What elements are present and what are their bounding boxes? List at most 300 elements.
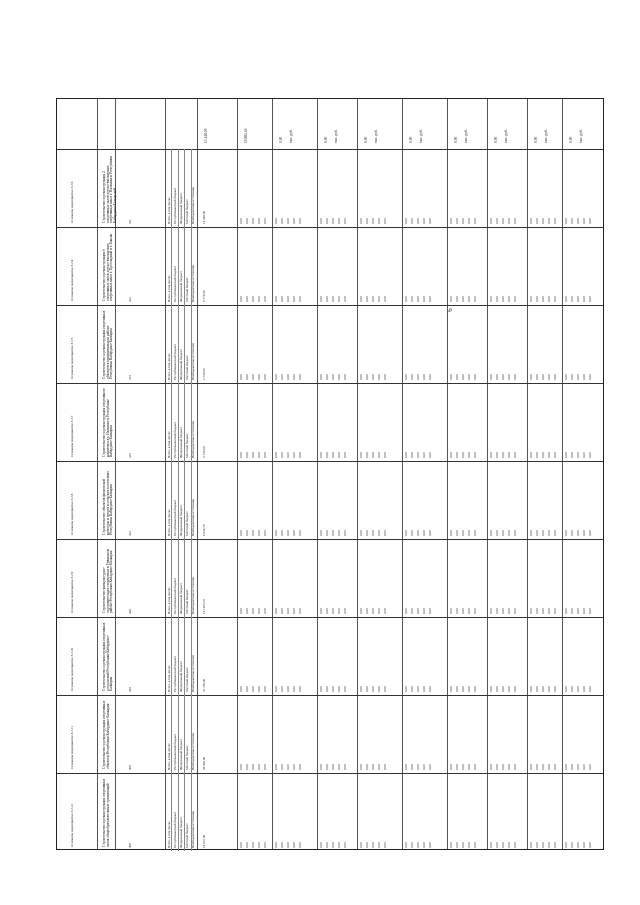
cell-value: 0,00 xyxy=(245,530,249,536)
cell-value: 0,00 xyxy=(239,608,243,614)
cell-value: 0,00 xyxy=(286,764,290,770)
row-description: Строительство и реконструкция спортивных сооружений Республики Кабардино-Балкария xyxy=(102,622,114,691)
cell-value: 0,00 xyxy=(359,296,363,302)
cell-value: 0,00 xyxy=(343,608,347,614)
cell-value: 0,00 xyxy=(280,608,284,614)
cell-value: 0,00 xyxy=(529,530,533,536)
row-description: Строительство и реконструкция спортивных объектов в муниципальном районе Республики Кабардино-Балкария xyxy=(102,310,114,379)
cell-value: 0,00 xyxy=(298,686,302,692)
cell-value: 0,00 xyxy=(404,842,408,848)
cell-value: 0,00 xyxy=(553,530,557,536)
cell-value: 0,00 xyxy=(274,452,278,458)
cell-value: 0,00 xyxy=(292,374,296,380)
cell-value: 0,00 xyxy=(588,764,592,770)
header-value: 0,00 xyxy=(279,136,283,143)
table-row xyxy=(57,461,605,539)
cell-value: 0,00 xyxy=(570,218,574,224)
header-value: 0,00 xyxy=(364,136,368,143)
cell-value: 0,00 xyxy=(343,296,347,302)
cell-value: 0,00 xyxy=(501,374,505,380)
row-description: Строительство и реконструкция спортивных залов общеобразовательных организаций xyxy=(102,778,110,847)
cell-value: 0,00 xyxy=(404,218,408,224)
cell-value: 0,00 xyxy=(331,374,335,380)
cell-value: 0,00 xyxy=(319,764,323,770)
cell-value: 0,00 xyxy=(319,452,323,458)
cell-value: 0,00 xyxy=(280,374,284,380)
cell-value: 0,00 xyxy=(541,764,545,770)
cell-value: 0,00 xyxy=(251,452,255,458)
cell-value: 0,00 xyxy=(529,452,533,458)
header-value: 0,00 xyxy=(569,136,573,143)
cell-value: 0,00 xyxy=(461,686,465,692)
cell-value: 0,00 xyxy=(513,296,517,302)
cell-value: 0,00 xyxy=(576,374,580,380)
cell-value: 0,00 xyxy=(331,218,335,224)
cell-value: 0,00 xyxy=(404,296,408,302)
cell-value: 0,00 xyxy=(274,764,278,770)
sub-row-label: Местный бюджет xyxy=(185,355,189,380)
cell-value: 0,00 xyxy=(422,218,426,224)
cell-value: 0,00 xyxy=(337,608,341,614)
table-row xyxy=(57,227,605,305)
row-label: Основное мероприятие 3.2.7 xyxy=(70,415,74,457)
cell-value: 0,00 xyxy=(489,218,493,224)
cell-value: 0,00 xyxy=(410,842,414,848)
cell-value: 0,00 xyxy=(331,530,335,536)
cell-value: 0,00 xyxy=(489,764,493,770)
cell-value: 0,00 xyxy=(239,218,243,224)
cell-value: 0,00 xyxy=(298,374,302,380)
row-value: 2 726,00 xyxy=(202,446,206,458)
cell-value: 0,00 xyxy=(513,452,517,458)
cell-value: 0,00 xyxy=(541,608,545,614)
sub-row-label: Республиканский бюджет xyxy=(173,421,177,458)
sub-row-label: Местный бюджет xyxy=(185,589,189,614)
cell-value: 0,00 xyxy=(292,452,296,458)
cell-value: 0,00 xyxy=(280,218,284,224)
cell-value: 0,00 xyxy=(274,686,278,692)
cell-value: 0,00 xyxy=(371,374,375,380)
cell-value: 0,00 xyxy=(383,608,387,614)
cell-value: 0,00 xyxy=(428,374,432,380)
cell-value: 0,00 xyxy=(449,842,453,848)
cell-value: 0,00 xyxy=(410,764,414,770)
cell-value: 0,00 xyxy=(343,218,347,224)
row-label: Основное мероприятие 3.2.5 xyxy=(70,337,74,379)
cell-value: 0,00 xyxy=(365,296,369,302)
cell-value: 0,00 xyxy=(343,452,347,458)
sub-row-label: Республиканский бюджет xyxy=(173,499,177,536)
cell-value: 0,00 xyxy=(495,296,499,302)
row-code: 412 xyxy=(128,375,132,380)
cell-value: 0,00 xyxy=(473,608,477,614)
cell-value: 0,00 xyxy=(473,764,477,770)
cell-value: 0,00 xyxy=(337,842,341,848)
cell-value: 0,00 xyxy=(588,530,592,536)
row-code: 408 xyxy=(128,765,132,770)
cell-value: 0,00 xyxy=(245,452,249,458)
table-row xyxy=(57,149,605,227)
cell-value: 0,00 xyxy=(576,296,580,302)
sub-row-label: Республиканский бюджет xyxy=(173,811,177,848)
cell-value: 0,00 xyxy=(359,374,363,380)
cell-value: 0,00 xyxy=(529,686,533,692)
cell-value: 0,00 xyxy=(404,608,408,614)
cell-value: 0,00 xyxy=(292,608,296,614)
cell-value: 0,00 xyxy=(455,374,459,380)
cell-value: 0,00 xyxy=(507,374,511,380)
cell-value: 0,00 xyxy=(541,530,545,536)
cell-value: 0,00 xyxy=(239,842,243,848)
cell-value: 0,00 xyxy=(570,686,574,692)
cell-value: 0,00 xyxy=(467,374,471,380)
page-number: 6 xyxy=(445,308,454,312)
cell-value: 0,00 xyxy=(292,218,296,224)
cell-value: 0,00 xyxy=(547,530,551,536)
header-unit: тыс. руб. xyxy=(334,129,338,143)
cell-value: 0,00 xyxy=(564,608,568,614)
cell-value: 0,00 xyxy=(513,686,517,692)
cell-value: 0,00 xyxy=(588,296,592,302)
cell-value: 0,00 xyxy=(359,686,363,692)
cell-value: 0,00 xyxy=(245,842,249,848)
cell-value: 0,00 xyxy=(371,608,375,614)
cell-value: 0,00 xyxy=(489,842,493,848)
cell-value: 0,00 xyxy=(292,764,296,770)
cell-value: 0,00 xyxy=(263,530,267,536)
cell-value: 0,00 xyxy=(535,218,539,224)
cell-value: 0,00 xyxy=(257,842,261,848)
cell-value: 0,00 xyxy=(343,530,347,536)
cell-value: 0,00 xyxy=(280,530,284,536)
cell-value: 0,00 xyxy=(257,608,261,614)
cell-value: 0,00 xyxy=(501,686,505,692)
cell-value: 0,00 xyxy=(416,764,420,770)
cell-value: 0,00 xyxy=(286,842,290,848)
row-description: Строительство и реконструкция спортивных объектов Республики Кабардино-Балкария xyxy=(102,700,110,769)
header-value: 0,00 xyxy=(409,136,413,143)
cell-value: 0,00 xyxy=(588,452,592,458)
cell-value: 0,00 xyxy=(343,842,347,848)
header-unit: тыс. руб. xyxy=(504,129,508,143)
sub-row-label: Федеральный бюджет xyxy=(179,271,183,302)
cell-value: 0,00 xyxy=(251,374,255,380)
cell-value: 0,00 xyxy=(239,686,243,692)
cell-value: 0,00 xyxy=(263,842,267,848)
cell-value: 0,00 xyxy=(245,608,249,614)
row-code: 412 xyxy=(128,297,132,302)
cell-value: 0,00 xyxy=(239,374,243,380)
sub-row-label: Республиканский бюджет xyxy=(173,655,177,692)
cell-value: 0,00 xyxy=(507,608,511,614)
sub-row-label: Федеральный бюджет xyxy=(179,739,183,770)
header-unit: тыс. руб. xyxy=(544,129,548,143)
header-unit: тыс. руб. xyxy=(579,129,583,143)
cell-value: 0,00 xyxy=(410,608,414,614)
cell-value: 0,00 xyxy=(588,686,592,692)
cell-value: 0,00 xyxy=(495,764,499,770)
cell-value: 0,00 xyxy=(377,530,381,536)
cell-value: 0,00 xyxy=(377,452,381,458)
cell-value: 0,00 xyxy=(455,296,459,302)
cell-value: 0,00 xyxy=(529,842,533,848)
cell-value: 0,00 xyxy=(331,608,335,614)
cell-value: 0,00 xyxy=(449,374,453,380)
cell-value: 0,00 xyxy=(547,452,551,458)
cell-value: 0,00 xyxy=(263,374,267,380)
cell-value: 0,00 xyxy=(570,842,574,848)
cell-value: 0,00 xyxy=(529,296,533,302)
cell-value: 0,00 xyxy=(410,530,414,536)
cell-value: 0,00 xyxy=(325,452,329,458)
cell-value: 0,00 xyxy=(547,296,551,302)
cell-value: 0,00 xyxy=(449,764,453,770)
cell-value: 0,00 xyxy=(529,374,533,380)
cell-value: 0,00 xyxy=(473,842,477,848)
cell-value: 0,00 xyxy=(513,374,517,380)
cell-value: 0,00 xyxy=(383,374,387,380)
cell-value: 0,00 xyxy=(507,764,511,770)
cell-value: 0,00 xyxy=(461,764,465,770)
cell-value: 0,00 xyxy=(298,530,302,536)
cell-value: 0,00 xyxy=(553,374,557,380)
cell-value: 0,00 xyxy=(513,842,517,848)
row-description: Строительство объектов физической культуры и спорта в сельских поселениях Республики Кабардино-Балкария xyxy=(102,470,114,535)
cell-value: 0,00 xyxy=(274,608,278,614)
cell-value: 0,00 xyxy=(467,452,471,458)
cell-value: 0,00 xyxy=(245,686,249,692)
cell-value: 0,00 xyxy=(359,530,363,536)
cell-value: 0,00 xyxy=(416,842,420,848)
cell-value: 0,00 xyxy=(263,608,267,614)
cell-value: 0,00 xyxy=(257,452,261,458)
cell-value: 0,00 xyxy=(553,608,557,614)
header-unit: тыс. руб. xyxy=(374,129,378,143)
cell-value: 0,00 xyxy=(286,296,290,302)
cell-value: 0,00 xyxy=(467,764,471,770)
cell-value: 0,00 xyxy=(422,608,426,614)
cell-value: 0,00 xyxy=(245,296,249,302)
cell-value: 0,00 xyxy=(239,296,243,302)
row-value: 6 775,00 xyxy=(202,290,206,302)
sub-row-label: Внебюджетные источники xyxy=(191,810,195,848)
sub-row-label: Местный бюджет xyxy=(185,667,189,692)
cell-value: 0,00 xyxy=(535,686,539,692)
cell-value: 0,00 xyxy=(319,530,323,536)
cell-value: 0,00 xyxy=(535,374,539,380)
cell-value: 0,00 xyxy=(343,686,347,692)
sub-row-label: Местный бюджет xyxy=(185,745,189,770)
cell-value: 0,00 xyxy=(541,296,545,302)
cell-value: 0,00 xyxy=(467,608,471,614)
row-label: Основное мероприятие 3.2.8 xyxy=(70,493,74,535)
cell-value: 0,00 xyxy=(337,374,341,380)
cell-value: 0,00 xyxy=(416,374,420,380)
cell-value: 0,00 xyxy=(455,530,459,536)
cell-value: 0,00 xyxy=(428,296,432,302)
cell-value: 0,00 xyxy=(371,452,375,458)
header-value: 0,00 xyxy=(324,136,328,143)
cell-value: 0,00 xyxy=(383,686,387,692)
cell-value: 0,00 xyxy=(365,686,369,692)
cell-value: 0,00 xyxy=(473,296,477,302)
cell-value: 0,00 xyxy=(422,530,426,536)
cell-value: 0,00 xyxy=(576,842,580,848)
cell-value: 0,00 xyxy=(337,218,341,224)
cell-value: 0,00 xyxy=(507,218,511,224)
sub-row-label: Федеральный бюджет xyxy=(179,505,183,536)
cell-value: 0,00 xyxy=(422,764,426,770)
cell-value: 0,00 xyxy=(257,218,261,224)
cell-value: 0,00 xyxy=(239,764,243,770)
header-unit: тыс. руб. xyxy=(464,129,468,143)
cell-value: 0,00 xyxy=(371,218,375,224)
cell-value: 0,00 xyxy=(377,764,381,770)
cell-value: 0,00 xyxy=(251,530,255,536)
cell-value: 0,00 xyxy=(564,296,568,302)
sub-row-label: Всего, в том числе: xyxy=(167,353,171,380)
cell-value: 0,00 xyxy=(553,452,557,458)
cell-value: 0,00 xyxy=(371,764,375,770)
sub-row-label: Федеральный бюджет xyxy=(179,349,183,380)
cell-value: 0,00 xyxy=(582,530,586,536)
header-unit: тыс. руб. xyxy=(419,129,423,143)
cell-value: 0,00 xyxy=(286,530,290,536)
cell-value: 0,00 xyxy=(489,452,493,458)
cell-value: 0,00 xyxy=(455,452,459,458)
sub-row-label: Федеральный бюджет xyxy=(179,583,183,614)
row-code: 448 xyxy=(128,609,132,614)
cell-value: 0,00 xyxy=(588,374,592,380)
cell-value: 0,00 xyxy=(286,608,290,614)
sub-row-label: Федеральный бюджет xyxy=(179,661,183,692)
cell-value: 0,00 xyxy=(467,530,471,536)
cell-value: 0,00 xyxy=(501,764,505,770)
cell-value: 0,00 xyxy=(547,608,551,614)
cell-value: 0,00 xyxy=(535,452,539,458)
cell-value: 0,00 xyxy=(365,218,369,224)
cell-value: 0,00 xyxy=(359,764,363,770)
cell-value: 0,00 xyxy=(404,764,408,770)
sub-row-label: Всего, в том числе: xyxy=(167,275,171,302)
sub-row-label: Республиканский бюджет xyxy=(173,187,177,224)
cell-value: 0,00 xyxy=(564,842,568,848)
cell-value: 0,00 xyxy=(257,296,261,302)
cell-value: 0,00 xyxy=(473,686,477,692)
cell-value: 0,00 xyxy=(292,530,296,536)
cell-value: 0,00 xyxy=(507,452,511,458)
cell-value: 0,00 xyxy=(359,452,363,458)
header-value: 13 448,00 xyxy=(204,128,208,143)
cell-value: 0,00 xyxy=(331,686,335,692)
cell-value: 0,00 xyxy=(371,296,375,302)
cell-value: 0,00 xyxy=(535,842,539,848)
cell-value: 0,00 xyxy=(535,530,539,536)
cell-value: 0,00 xyxy=(570,530,574,536)
cell-value: 0,00 xyxy=(298,842,302,848)
cell-value: 0,00 xyxy=(298,452,302,458)
cell-value: 0,00 xyxy=(274,374,278,380)
cell-value: 0,00 xyxy=(365,608,369,614)
cell-value: 0,00 xyxy=(547,218,551,224)
cell-value: 0,00 xyxy=(325,686,329,692)
cell-value: 0,00 xyxy=(582,608,586,614)
sub-row-label: Всего, в том числе: xyxy=(167,821,171,848)
cell-value: 0,00 xyxy=(298,218,302,224)
cell-value: 0,00 xyxy=(251,296,255,302)
cell-value: 0,00 xyxy=(377,686,381,692)
cell-value: 0,00 xyxy=(541,452,545,458)
sub-row-label: Федеральный бюджет xyxy=(179,193,183,224)
cell-value: 0,00 xyxy=(422,452,426,458)
cell-value: 0,00 xyxy=(251,686,255,692)
sub-row-label: Всего, в том числе: xyxy=(167,197,171,224)
cell-value: 0,00 xyxy=(263,686,267,692)
row-code: 408 xyxy=(128,843,132,848)
row-label: Основное мероприятие 3.2.4 xyxy=(70,259,74,301)
cell-value: 0,00 xyxy=(547,764,551,770)
row-label: Основное мероприятие 3.2.10 xyxy=(70,647,74,691)
cell-value: 0,00 xyxy=(513,764,517,770)
cell-value: 0,00 xyxy=(576,530,580,536)
cell-value: 0,00 xyxy=(553,218,557,224)
cell-value: 0,00 xyxy=(292,686,296,692)
cell-value: 0,00 xyxy=(473,452,477,458)
sub-row-label: Всего, в том числе: xyxy=(167,665,171,692)
cell-value: 0,00 xyxy=(428,686,432,692)
cell-value: 0,00 xyxy=(576,452,580,458)
cell-value: 0,00 xyxy=(331,452,335,458)
cell-value: 0,00 xyxy=(588,608,592,614)
cell-value: 0,00 xyxy=(461,218,465,224)
row-value: 14 637,00 xyxy=(202,834,206,848)
cell-value: 0,00 xyxy=(535,296,539,302)
cell-value: 0,00 xyxy=(286,686,290,692)
cell-value: 0,00 xyxy=(325,842,329,848)
cell-value: 0,00 xyxy=(501,842,505,848)
cell-value: 0,00 xyxy=(501,608,505,614)
cell-value: 0,00 xyxy=(280,452,284,458)
cell-value: 0,00 xyxy=(547,842,551,848)
cell-value: 0,00 xyxy=(564,374,568,380)
cell-value: 0,00 xyxy=(529,218,533,224)
cell-value: 0,00 xyxy=(257,374,261,380)
cell-value: 0,00 xyxy=(473,374,477,380)
cell-value: 0,00 xyxy=(325,218,329,224)
cell-value: 0,00 xyxy=(513,530,517,536)
cell-value: 0,00 xyxy=(455,686,459,692)
cell-value: 0,00 xyxy=(410,374,414,380)
cell-value: 0,00 xyxy=(422,374,426,380)
cell-value: 0,00 xyxy=(461,608,465,614)
cell-value: 0,00 xyxy=(467,686,471,692)
cell-value: 0,00 xyxy=(377,842,381,848)
cell-value: 0,00 xyxy=(553,686,557,692)
cell-value: 0,00 xyxy=(286,374,290,380)
cell-value: 0,00 xyxy=(239,452,243,458)
sub-row-label: Республиканский бюджет xyxy=(173,265,177,302)
cell-value: 0,00 xyxy=(428,608,432,614)
cell-value: 0,00 xyxy=(507,296,511,302)
cell-value: 0,00 xyxy=(286,218,290,224)
cell-value: 0,00 xyxy=(553,842,557,848)
sub-row-label: Федеральный бюджет xyxy=(179,427,183,458)
cell-value: 0,00 xyxy=(535,764,539,770)
sub-row-label: Внебюджетные источники xyxy=(191,732,195,770)
cell-value: 0,00 xyxy=(564,764,568,770)
cell-value: 0,00 xyxy=(501,452,505,458)
cell-value: 0,00 xyxy=(331,296,335,302)
